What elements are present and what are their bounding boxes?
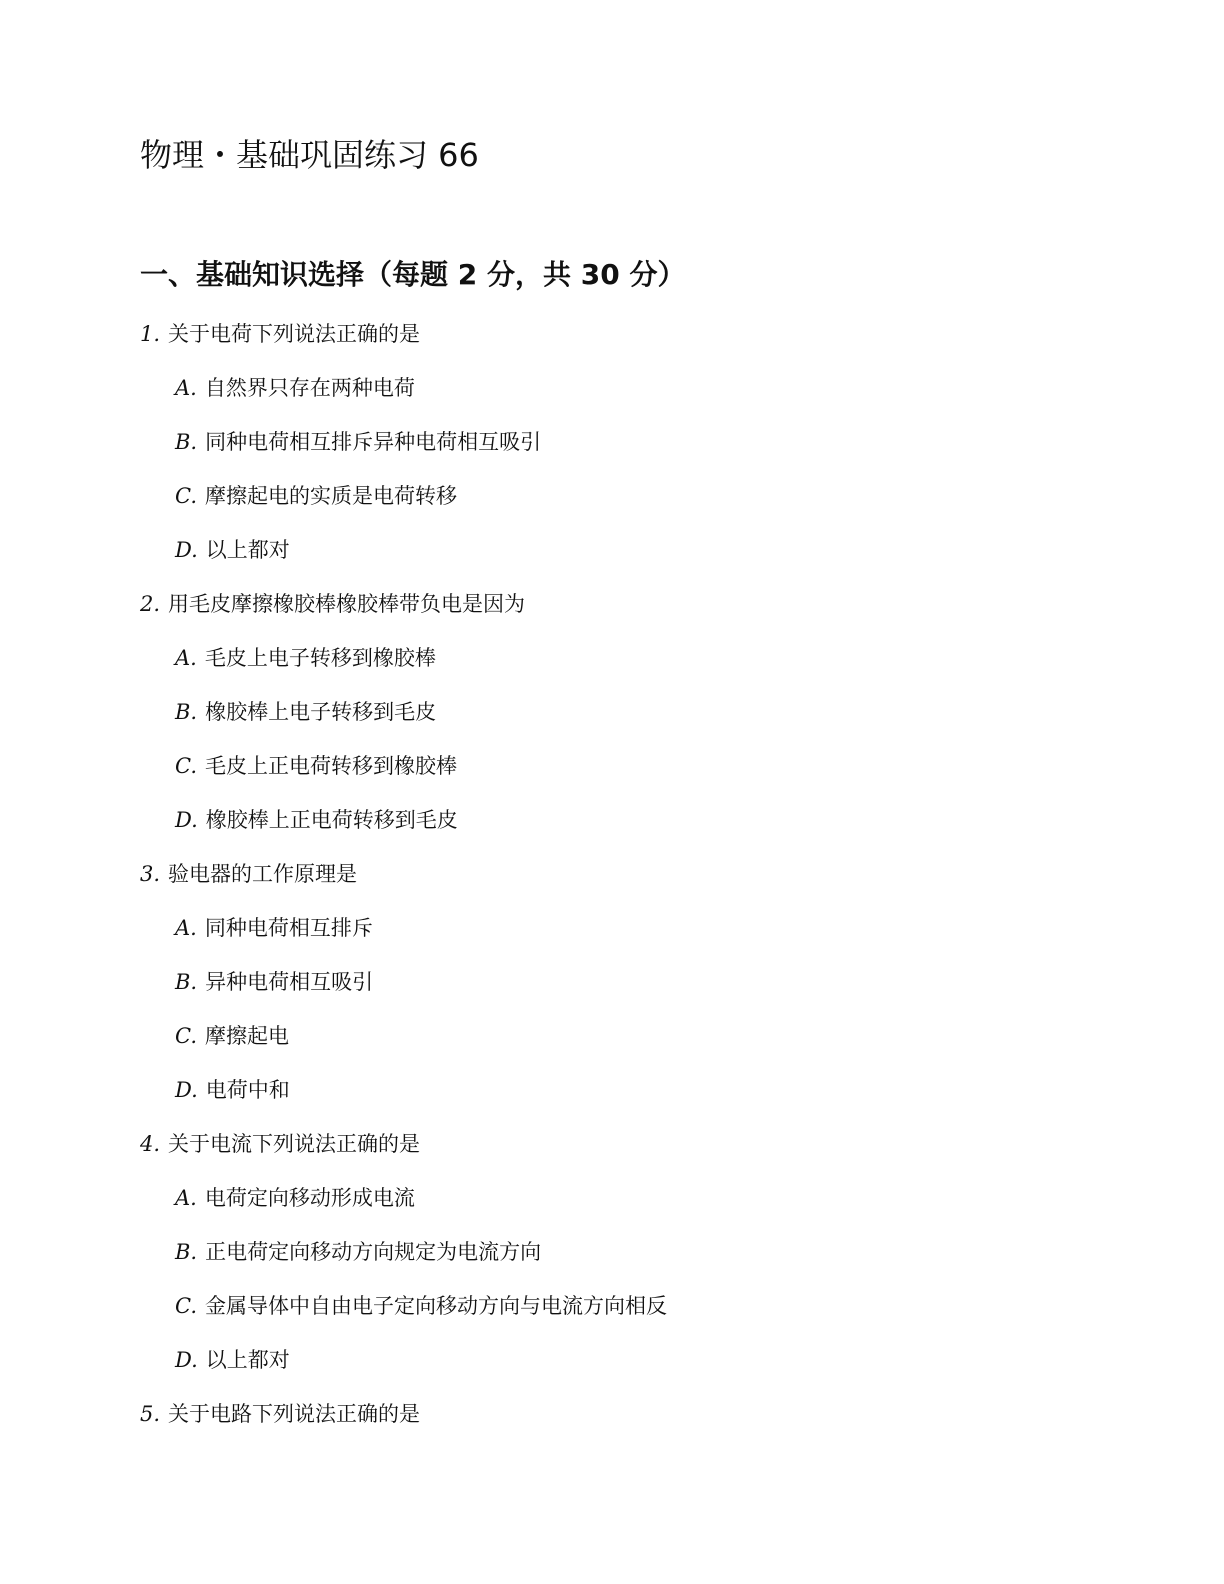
option-text: 同种电荷相互排斥 [204,916,373,940]
option-letter: D. [175,1078,198,1102]
option-1-b [0,420,1224,474]
page-title: 物理・基础巩固练习 66 [140,136,479,174]
question-text: 关于电荷下列说法正确的是 [168,322,421,346]
option-letter: A. [175,1186,197,1210]
option-4-a [0,1176,1224,1230]
option-letter: A. [175,646,197,670]
question-list [0,312,1224,1446]
option-text: 同种电荷相互排斥异种电荷相互吸引 [205,430,542,454]
option-1-d [0,528,1224,582]
option-4-b [0,1230,1224,1284]
option-letter: C. [175,1024,197,1048]
option-text: 摩擦起电 [205,1024,289,1048]
option-text: 以上都对 [205,1348,290,1372]
question-1 [0,312,1224,366]
option-letter: B. [175,1240,198,1264]
option-letter: D. [175,538,198,562]
question-number: 5. [140,1402,161,1426]
option-text: 电荷中和 [205,1078,290,1102]
option-letter: A. [175,376,197,400]
option-text: 毛皮上电子转移到橡胶棒 [204,646,436,670]
option-letter: A. [175,916,197,940]
question-5 [0,1392,1224,1446]
option-3-d [0,1068,1224,1122]
option-text: 金属导体中自由电子定向移动方向与电流方向相反 [205,1294,667,1318]
option-letter: B. [175,430,198,454]
option-letter: C. [175,484,197,508]
question-text: 关于电路下列说法正确的是 [168,1402,421,1426]
option-letter: D. [175,808,198,832]
option-letter: C. [175,1294,197,1318]
option-1-a [0,366,1224,420]
option-text: 摩擦起电的实质是电荷转移 [205,484,457,508]
question-number: 2. [140,592,161,616]
option-2-d [0,798,1224,852]
option-text: 以上都对 [205,538,290,562]
option-text: 电荷定向移动形成电流 [204,1186,415,1210]
section-heading: 一、基础知识选择（每题 2 分，共 30 分） [140,258,686,291]
option-letter: C. [175,754,197,778]
option-4-c [0,1284,1224,1338]
option-3-b [0,960,1224,1014]
option-text: 毛皮上正电荷转移到橡胶棒 [205,754,457,778]
option-4-d [0,1338,1224,1392]
question-text: 验电器的工作原理是 [168,862,358,886]
option-2-c [0,744,1224,798]
option-letter: D. [175,1348,198,1372]
option-text: 自然界只存在两种电荷 [204,376,415,400]
option-letter: B. [175,970,198,994]
question-number: 1. [140,322,161,346]
question-text: 用毛皮摩擦橡胶棒橡胶棒带负电是因为 [168,592,526,616]
option-letter: B. [175,700,198,724]
question-number: 3. [140,862,161,886]
question-text: 关于电流下列说法正确的是 [168,1132,421,1156]
option-1-c [0,474,1224,528]
question-2 [0,582,1224,636]
option-3-c [0,1014,1224,1068]
option-text: 橡胶棒上正电荷转移到毛皮 [205,808,458,832]
option-text: 异种电荷相互吸引 [205,970,374,994]
option-2-a [0,636,1224,690]
question-3 [0,852,1224,906]
option-3-a [0,906,1224,960]
option-text: 橡胶棒上电子转移到毛皮 [205,700,437,724]
option-text: 正电荷定向移动方向规定为电流方向 [205,1240,542,1264]
question-4 [0,1122,1224,1176]
question-number: 4. [140,1132,161,1156]
option-2-b [0,690,1224,744]
